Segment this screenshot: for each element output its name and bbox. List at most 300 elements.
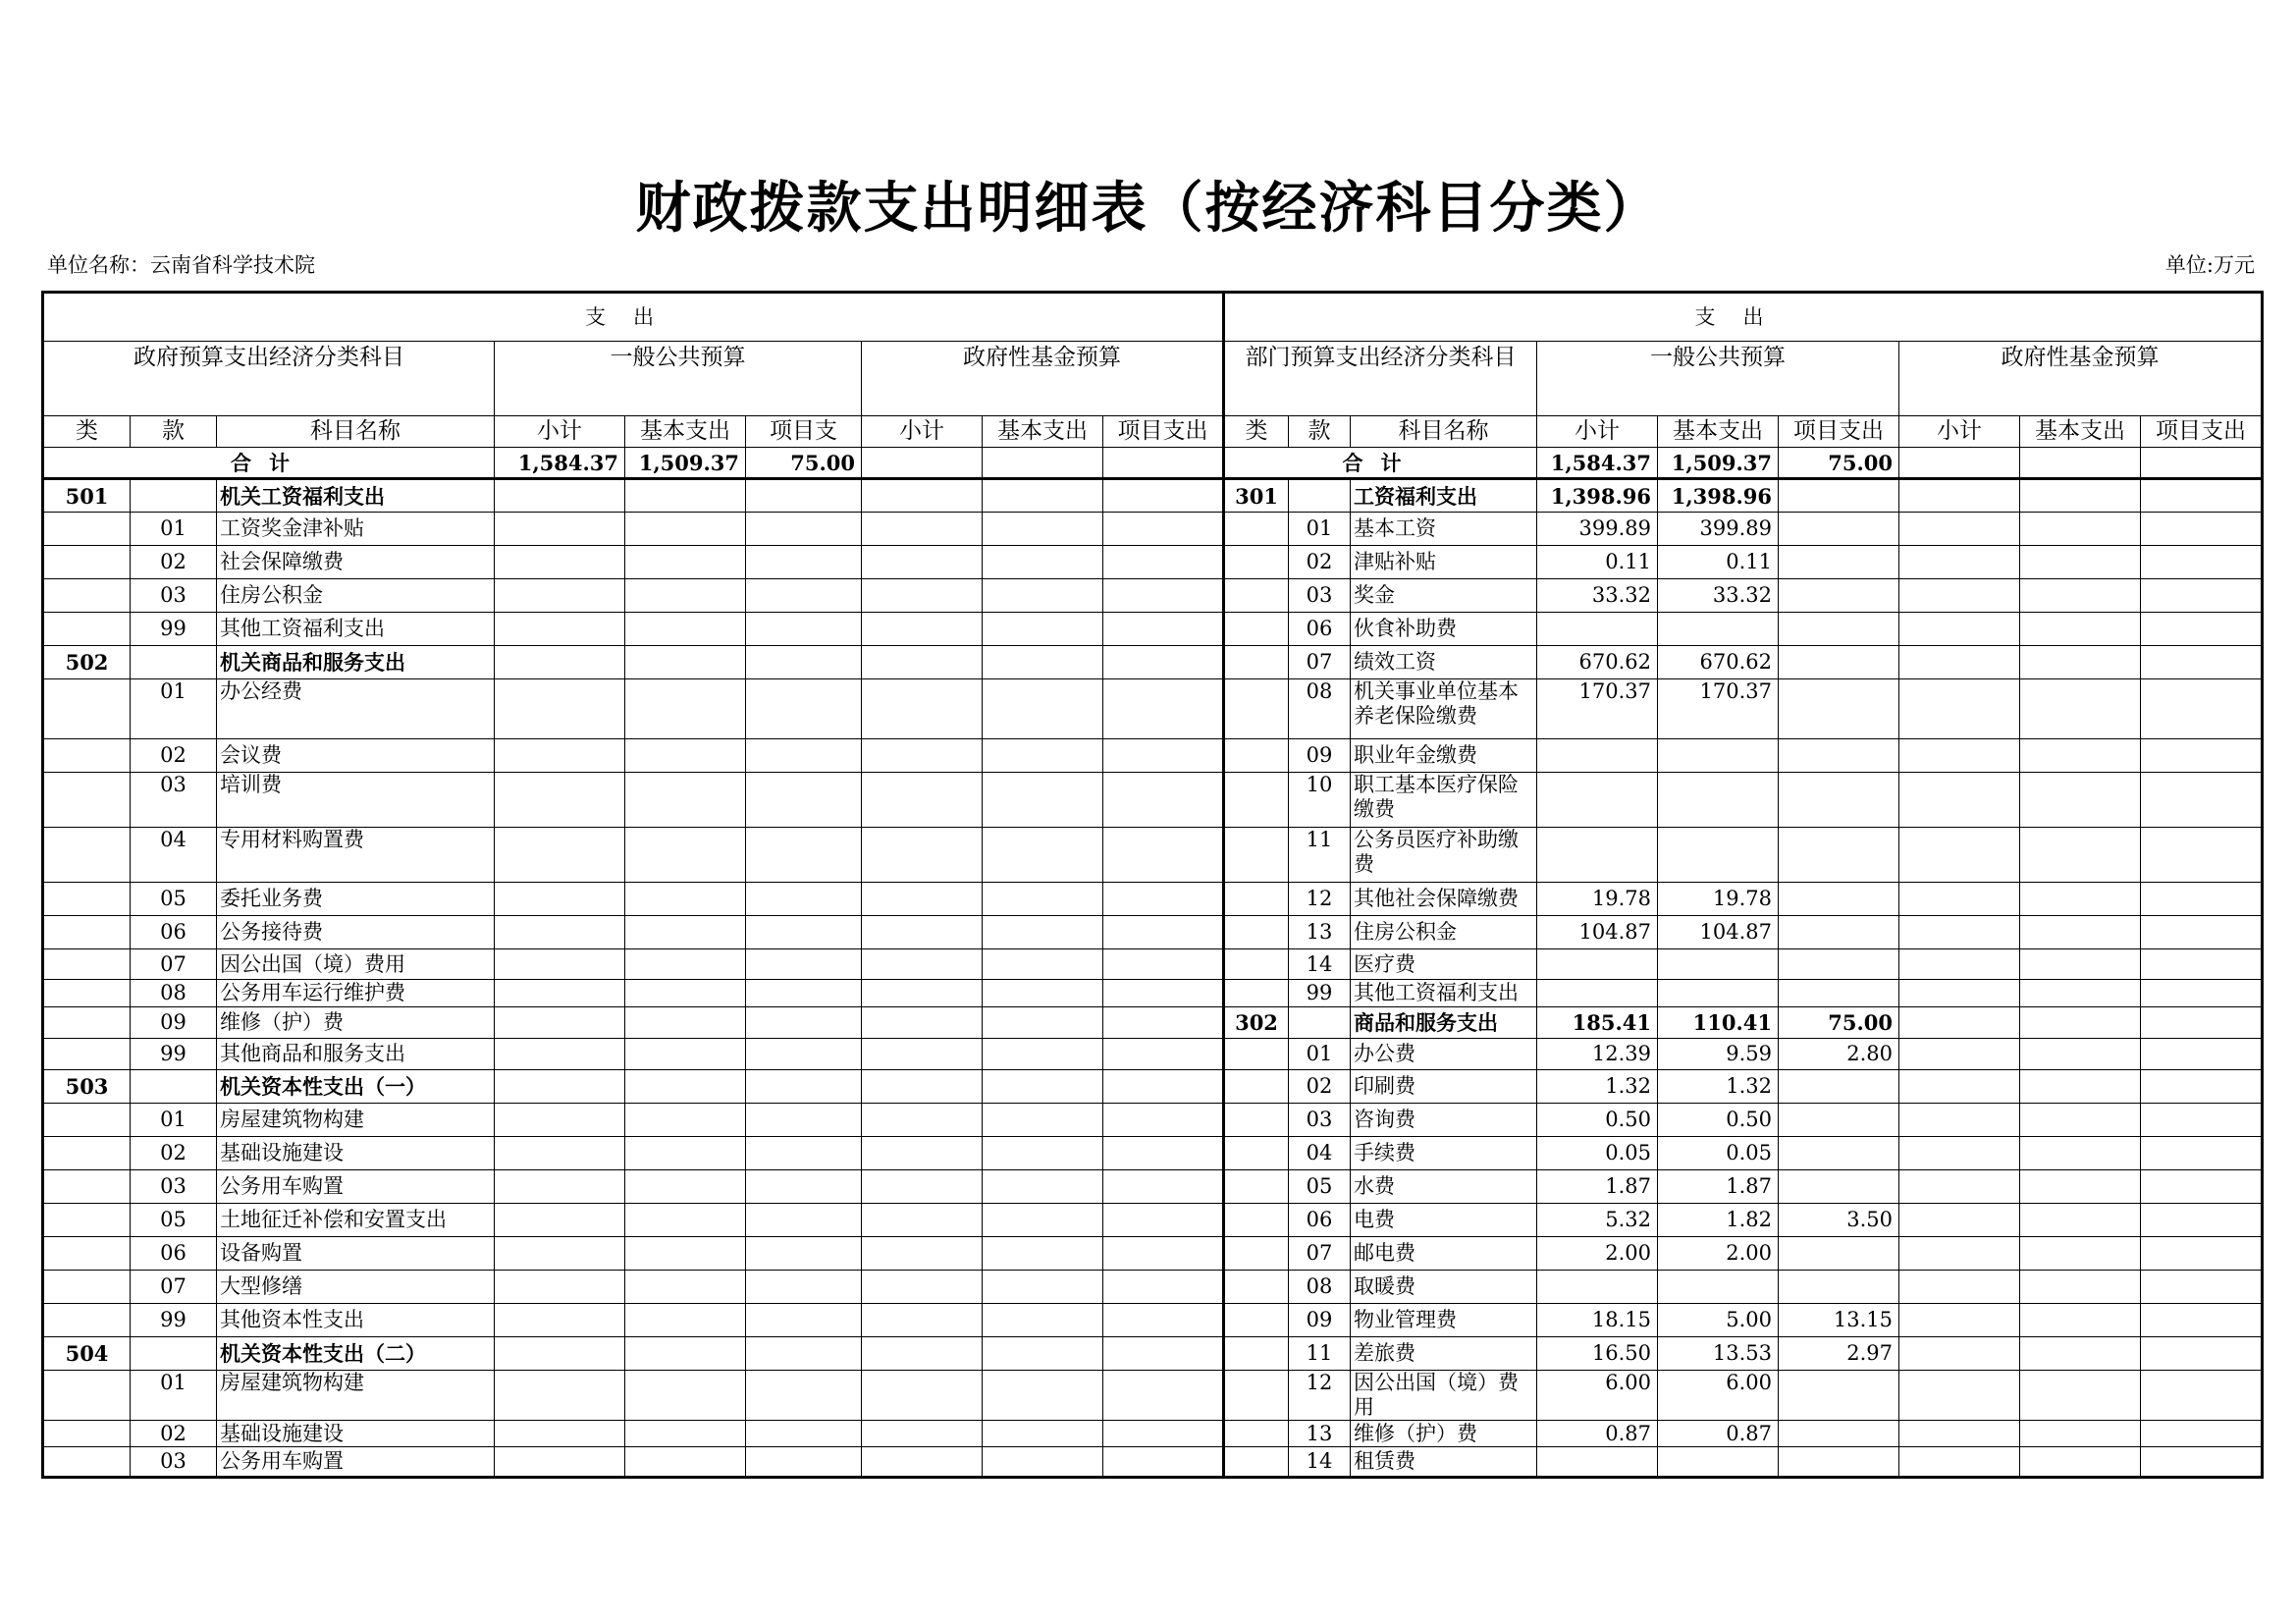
right-subtotal-cell: 0.11 [1537,546,1658,579]
left-project-cell [746,613,862,646]
left-basic-cell [625,1104,746,1137]
right-fund-basic-cell [2020,1237,2141,1271]
right-fund-basic-cell [2020,916,2141,949]
right-subtotal-cell: 19.78 [1537,883,1658,916]
table-row [43,949,2263,980]
left-fund-basic-cell [983,828,1103,883]
expenditure-table [41,291,2264,1479]
total-project-left: 75.00 [746,448,862,479]
gov-subject-header: 政府预算支出经济分类科目 [43,342,495,416]
right-fund-basic-cell [2020,949,2141,980]
col-fund-project-right: 项目支出 [2141,416,2263,448]
right-fund-project-cell [2141,883,2263,916]
right-fund-basic-cell [2020,980,2141,1007]
left-fund-project-cell [1103,1447,1224,1478]
total-fund-project-right [2141,448,2263,479]
right-basic-cell: 0.87 [1658,1421,1779,1447]
right-name-cell: 因公出国（境）费用 [1351,1371,1537,1421]
left-subtotal-cell [495,1137,625,1170]
right-project-cell [1779,739,1899,773]
right-kuan-cell: 06 [1289,613,1351,646]
left-fund-project-cell [1103,646,1224,679]
left-fund-subtotal-cell [862,949,983,980]
right-subtotal-cell [1537,1271,1658,1304]
left-kuan-cell: 01 [131,1371,217,1421]
right-subtotal-cell [1537,980,1658,1007]
right-project-cell [1779,828,1899,883]
left-name-cell: 房屋建筑物构建 [217,1371,495,1421]
left-fund-project-cell [1103,1137,1224,1170]
left-fund-subtotal-cell [862,1447,983,1478]
left-basic-cell [625,980,746,1007]
right-project-cell [1779,1170,1899,1204]
table-row [43,646,2263,679]
right-lei-cell [1224,1039,1289,1070]
right-lei-cell [1224,980,1289,1007]
right-kuan-cell: 08 [1289,1271,1351,1304]
left-project-cell [746,1170,862,1204]
left-name-cell: 其他资本性支出 [217,1304,495,1337]
left-lei-cell [43,1447,131,1478]
left-fund-subtotal-cell [862,1421,983,1447]
right-lei-cell [1224,513,1289,546]
right-fund-subtotal-cell [1899,1137,2020,1170]
table-row [43,1421,2263,1447]
right-fund-project-cell [2141,513,2263,546]
expense-header-right: 支出 [1224,293,2263,342]
col-subtotal-left: 小计 [495,416,625,448]
table-row [43,1447,2263,1478]
right-lei-cell [1224,546,1289,579]
right-subtotal-cell: 0.87 [1537,1421,1658,1447]
left-basic-cell [625,613,746,646]
left-basic-cell [625,479,746,513]
left-basic-cell [625,1039,746,1070]
right-basic-cell: 399.89 [1658,513,1779,546]
right-basic-cell [1658,613,1779,646]
left-fund-subtotal-cell [862,613,983,646]
right-fund-basic-cell [2020,679,2141,739]
total-label-left: 合计 [43,448,495,479]
right-name-cell: 商品和服务支出 [1351,1007,1537,1039]
left-lei-cell [43,679,131,739]
left-kuan-cell: 01 [131,679,217,739]
left-lei-cell [43,1237,131,1271]
right-kuan-cell: 03 [1289,579,1351,613]
left-lei-cell [43,980,131,1007]
right-fund-basic-cell [2020,479,2141,513]
right-basic-cell: 9.59 [1658,1039,1779,1070]
right-lei-cell [1224,1271,1289,1304]
right-fund-basic-cell [2020,579,2141,613]
left-basic-cell [625,1447,746,1478]
right-fund-subtotal-cell [1899,1271,2020,1304]
right-subtotal-cell: 1.87 [1537,1170,1658,1204]
right-lei-cell [1224,1421,1289,1447]
left-subtotal-cell [495,883,625,916]
right-name-cell: 工资福利支出 [1351,479,1537,513]
right-project-cell [1779,1237,1899,1271]
right-fund-basic-cell [2020,883,2141,916]
total-subtotal-right: 1,584.37 [1537,448,1658,479]
right-name-cell: 手续费 [1351,1137,1537,1170]
left-subtotal-cell [495,1070,625,1104]
left-lei-cell: 501 [43,479,131,513]
left-fund-project-cell [1103,739,1224,773]
left-fund-basic-cell [983,883,1103,916]
right-kuan-cell: 11 [1289,828,1351,883]
right-project-cell [1779,1371,1899,1421]
right-name-cell: 机关事业单位基本养老保险缴费 [1351,679,1537,739]
left-subtotal-cell [495,916,625,949]
left-subtotal-cell [495,679,625,739]
left-project-cell [746,1137,862,1170]
left-name-cell: 设备购置 [217,1237,495,1271]
right-fund-project-cell [2141,949,2263,980]
right-fund-basic-cell [2020,546,2141,579]
right-lei-cell [1224,579,1289,613]
left-subtotal-cell [495,949,625,980]
left-fund-project-cell [1103,513,1224,546]
left-lei-cell: 503 [43,1070,131,1104]
left-lei-cell [43,1104,131,1137]
right-name-cell: 伙食补助费 [1351,613,1537,646]
right-lei-cell [1224,1070,1289,1104]
left-project-cell [746,679,862,739]
left-fund-basic-cell [983,1304,1103,1337]
right-name-cell: 咨询费 [1351,1104,1537,1137]
right-name-cell: 职工基本医疗保险缴费 [1351,773,1537,828]
right-lei-cell [1224,773,1289,828]
left-basic-cell [625,1237,746,1271]
right-kuan-cell: 04 [1289,1137,1351,1170]
right-fund-project-cell [2141,1204,2263,1237]
total-basic-right: 1,509.37 [1658,448,1779,479]
left-project-cell [746,479,862,513]
left-lei-cell [43,513,131,546]
right-basic-cell: 1.82 [1658,1204,1779,1237]
right-fund-subtotal-cell [1899,1371,2020,1421]
right-kuan-cell: 11 [1289,1337,1351,1371]
left-name-cell: 会议费 [217,739,495,773]
right-fund-basic-cell [2020,1447,2141,1478]
right-project-cell [1779,1447,1899,1478]
left-project-cell [746,1421,862,1447]
right-lei-cell [1224,1237,1289,1271]
left-fund-project-cell [1103,1039,1224,1070]
left-basic-cell [625,949,746,980]
left-fund-project-cell [1103,1304,1224,1337]
right-fund-basic-cell [2020,1304,2141,1337]
table-row [43,579,2263,613]
right-project-cell [1779,1104,1899,1137]
right-fund-basic-cell [2020,1421,2141,1447]
right-fund-subtotal-cell [1899,1337,2020,1371]
table-row [43,773,2263,828]
left-subtotal-cell [495,1371,625,1421]
right-subtotal-cell [1537,828,1658,883]
right-fund-project-cell [2141,1237,2263,1271]
left-subtotal-cell [495,1039,625,1070]
table-row [43,1271,2263,1304]
table-row [43,1337,2263,1371]
total-fund-basic-left [983,448,1103,479]
table-body [43,479,2263,1478]
left-fund-basic-cell [983,1271,1103,1304]
left-fund-basic-cell [983,916,1103,949]
right-project-cell [1779,883,1899,916]
left-lei-cell [43,1170,131,1204]
right-name-cell: 水费 [1351,1170,1537,1204]
right-project-cell [1779,773,1899,828]
right-kuan-cell: 10 [1289,773,1351,828]
table-row [43,1104,2263,1137]
left-project-cell [746,1304,862,1337]
right-project-cell: 75.00 [1779,1007,1899,1039]
right-lei-cell [1224,613,1289,646]
right-fund-basic-cell [2020,1104,2141,1137]
left-fund-basic-cell [983,773,1103,828]
left-kuan-cell: 02 [131,739,217,773]
left-name-cell: 维修（护）费 [217,1007,495,1039]
right-project-cell [1779,579,1899,613]
left-fund-project-cell [1103,1271,1224,1304]
right-lei-cell [1224,1371,1289,1421]
right-subtotal-cell [1537,773,1658,828]
right-fund-subtotal-cell [1899,546,2020,579]
left-name-cell: 住房公积金 [217,579,495,613]
left-fund-project-cell [1103,613,1224,646]
left-name-cell: 专用材料购置费 [217,828,495,883]
right-fund-project-cell [2141,679,2263,739]
right-fund-project-cell [2141,1170,2263,1204]
right-kuan-cell: 09 [1289,739,1351,773]
right-fund-basic-cell [2020,613,2141,646]
left-fund-basic-cell [983,613,1103,646]
right-kuan-cell: 12 [1289,883,1351,916]
right-subtotal-cell [1537,739,1658,773]
table-row [43,1137,2263,1170]
right-project-cell: 2.97 [1779,1337,1899,1371]
right-fund-subtotal-cell [1899,1447,2020,1478]
left-kuan-cell: 06 [131,916,217,949]
right-project-cell: 2.80 [1779,1039,1899,1070]
left-fund-basic-cell [983,1104,1103,1137]
total-fund-subtotal-left [862,448,983,479]
right-fund-subtotal-cell [1899,916,2020,949]
left-kuan-cell: 04 [131,828,217,883]
right-fund-project-cell [2141,1304,2263,1337]
right-project-cell [1779,1421,1899,1447]
left-name-cell: 工资奖金津补贴 [217,513,495,546]
right-subtotal-cell: 1.32 [1537,1070,1658,1104]
left-fund-project-cell [1103,828,1224,883]
left-fund-subtotal-cell [862,1007,983,1039]
left-fund-basic-cell [983,949,1103,980]
table-row [43,883,2263,916]
left-fund-subtotal-cell [862,1170,983,1204]
right-lei-cell: 302 [1224,1007,1289,1039]
right-fund-basic-cell [2020,773,2141,828]
left-fund-basic-cell [983,1007,1103,1039]
right-fund-basic-cell [2020,1271,2141,1304]
left-fund-project-cell [1103,1204,1224,1237]
right-basic-cell [1658,1447,1779,1478]
left-subtotal-cell [495,546,625,579]
left-fund-subtotal-cell [862,980,983,1007]
right-subtotal-cell: 5.32 [1537,1204,1658,1237]
right-kuan-cell [1289,1007,1351,1039]
left-fund-basic-cell [983,1421,1103,1447]
left-fund-subtotal-cell [862,773,983,828]
general-budget-header-right: 一般公共预算 [1537,342,1899,416]
expense-header-left: 支出 [43,293,1224,342]
right-basic-cell: 2.00 [1658,1237,1779,1271]
total-fund-basic-right [2020,448,2141,479]
right-name-cell: 职业年金缴费 [1351,739,1537,773]
right-fund-basic-cell [2020,513,2141,546]
left-kuan-cell: 01 [131,513,217,546]
right-fund-subtotal-cell [1899,1237,2020,1271]
left-project-cell [746,883,862,916]
right-name-cell: 取暖费 [1351,1271,1537,1304]
left-subtotal-cell [495,613,625,646]
left-lei-cell [43,828,131,883]
right-name-cell: 奖金 [1351,579,1537,613]
left-project-cell [746,739,862,773]
left-project-cell [746,546,862,579]
table-row [43,1170,2263,1204]
left-lei-cell [43,1007,131,1039]
left-lei-cell [43,1204,131,1237]
left-name-cell: 公务接待费 [217,916,495,949]
table-row [43,1304,2263,1337]
left-project-cell [746,828,862,883]
right-lei-cell [1224,679,1289,739]
right-lei-cell [1224,1447,1289,1478]
right-lei-cell [1224,1337,1289,1371]
left-project-cell [746,646,862,679]
right-fund-basic-cell [2020,1337,2141,1371]
left-project-cell [746,513,862,546]
left-project-cell [746,1371,862,1421]
left-subtotal-cell [495,1104,625,1137]
right-lei-cell [1224,1304,1289,1337]
right-fund-project-cell [2141,1070,2263,1104]
total-basic-left: 1,509.37 [625,448,746,479]
left-fund-subtotal-cell [862,679,983,739]
left-fund-subtotal-cell [862,1304,983,1337]
right-fund-project-cell [2141,1271,2263,1304]
fund-budget-header-right: 政府性基金预算 [1899,342,2263,416]
right-fund-project-cell [2141,579,2263,613]
col-kuan-left: 款 [131,416,217,448]
right-subtotal-cell: 0.05 [1537,1137,1658,1170]
right-subtotal-cell: 2.00 [1537,1237,1658,1271]
left-subtotal-cell [495,479,625,513]
right-basic-cell [1658,1271,1779,1304]
left-name-cell: 大型修缮 [217,1271,495,1304]
left-fund-basic-cell [983,513,1103,546]
right-kuan-cell: 08 [1289,679,1351,739]
right-fund-project-cell [2141,1137,2263,1170]
right-fund-project-cell [2141,1039,2263,1070]
right-kuan-cell: 05 [1289,1170,1351,1204]
table-row [43,1371,2263,1421]
left-fund-subtotal-cell [862,513,983,546]
left-kuan-cell [131,1070,217,1104]
col-fund-basic-right: 基本支出 [2020,416,2141,448]
left-basic-cell [625,916,746,949]
left-fund-project-cell [1103,1170,1224,1204]
right-fund-project-cell [2141,646,2263,679]
left-fund-basic-cell [983,579,1103,613]
col-fund-subtotal-left: 小计 [862,416,983,448]
left-project-cell [746,773,862,828]
right-kuan-cell [1289,479,1351,513]
left-lei-cell [43,883,131,916]
right-name-cell: 绩效工资 [1351,646,1537,679]
right-name-cell: 津贴补贴 [1351,546,1537,579]
left-kuan-cell: 02 [131,1137,217,1170]
right-kuan-cell: 01 [1289,513,1351,546]
right-lei-cell [1224,828,1289,883]
left-project-cell [746,949,862,980]
left-basic-cell [625,828,746,883]
left-fund-project-cell [1103,579,1224,613]
right-project-cell [1779,646,1899,679]
right-subtotal-cell: 18.15 [1537,1304,1658,1337]
right-fund-project-cell [2141,980,2263,1007]
left-kuan-cell: 03 [131,1170,217,1204]
table-row [43,679,2263,739]
right-fund-subtotal-cell [1899,579,2020,613]
right-lei-cell: 301 [1224,479,1289,513]
left-project-cell [746,1104,862,1137]
right-fund-basic-cell [2020,739,2141,773]
total-project-right: 75.00 [1779,448,1899,479]
left-lei-cell: 504 [43,1337,131,1371]
right-project-cell [1779,1070,1899,1104]
left-kuan-cell: 02 [131,546,217,579]
left-project-cell [746,1204,862,1237]
right-fund-subtotal-cell [1899,949,2020,980]
left-fund-basic-cell [983,546,1103,579]
left-name-cell: 机关商品和服务支出 [217,646,495,679]
right-fund-basic-cell [2020,1007,2141,1039]
left-fund-basic-cell [983,1237,1103,1271]
right-subtotal-cell: 170.37 [1537,679,1658,739]
right-kuan-cell: 06 [1289,1204,1351,1237]
left-fund-project-cell [1103,883,1224,916]
left-lei-cell [43,773,131,828]
right-fund-subtotal-cell [1899,613,2020,646]
left-kuan-cell: 03 [131,773,217,828]
left-fund-basic-cell [983,739,1103,773]
right-lei-cell [1224,916,1289,949]
right-project-cell [1779,916,1899,949]
left-subtotal-cell [495,773,625,828]
right-basic-cell: 1,398.96 [1658,479,1779,513]
left-project-cell [746,916,862,949]
table-row [43,1204,2263,1237]
left-fund-basic-cell [983,646,1103,679]
dept-subject-header: 部门预算支出经济分类科目 [1224,342,1537,416]
left-name-cell: 公务用车购置 [217,1447,495,1478]
right-fund-subtotal-cell [1899,679,2020,739]
right-fund-project-cell [2141,613,2263,646]
right-kuan-cell: 14 [1289,1447,1351,1478]
